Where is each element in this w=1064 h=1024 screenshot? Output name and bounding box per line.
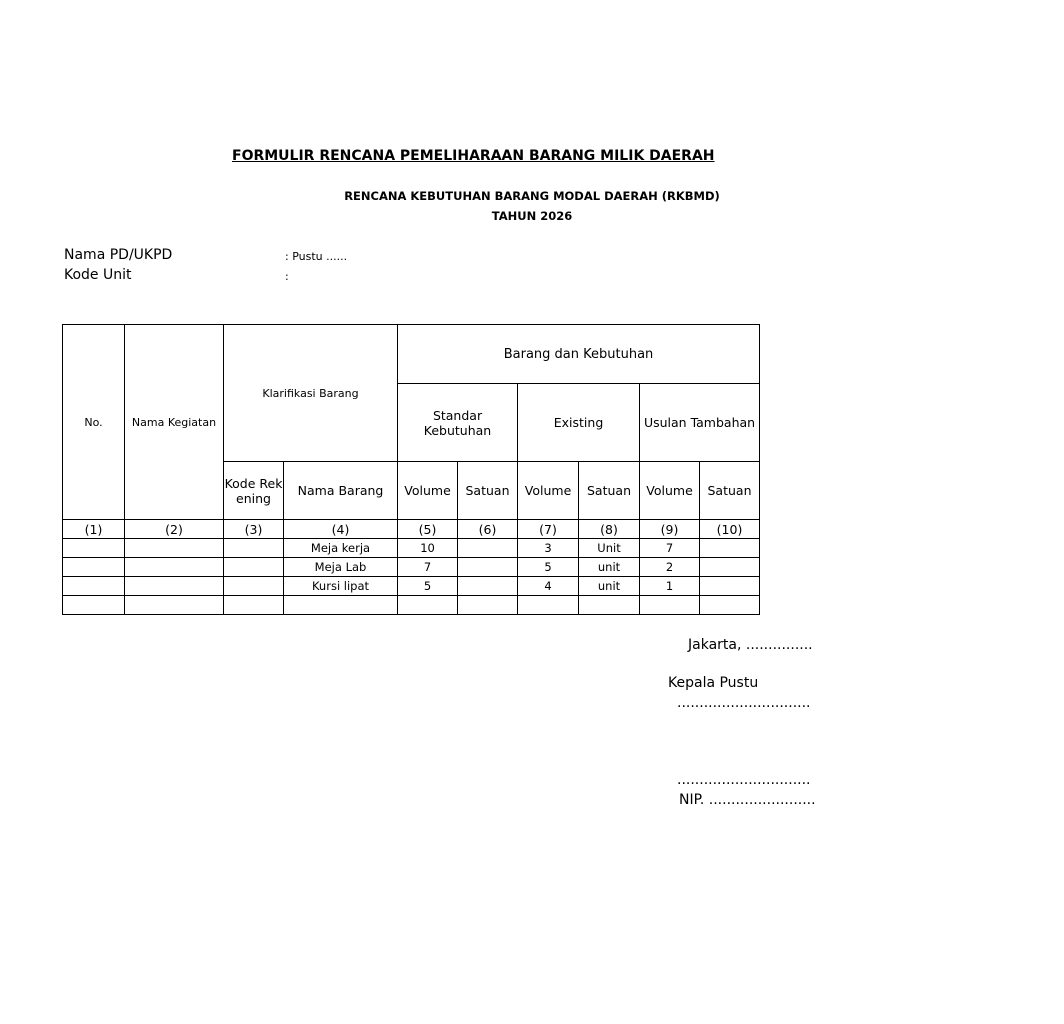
cell-no (63, 577, 125, 596)
cell-nama-barang: Meja Lab (284, 558, 398, 577)
header-us-satuan: Satuan (700, 462, 760, 520)
header-ex-satuan: Satuan (579, 462, 640, 520)
form-year: TAHUN 2026 (491, 209, 573, 223)
header-nama-barang: Nama Barang (284, 462, 398, 520)
column-number: (4) (284, 520, 398, 539)
cell-std-satuan (458, 577, 518, 596)
cell-no (63, 596, 125, 615)
info-label-kode-unit: Kode Unit (64, 267, 132, 283)
cell-nama-barang (284, 596, 398, 615)
column-number: (3) (224, 520, 284, 539)
cell-nama-barang: Meja kerja (284, 539, 398, 558)
cell-us-satuan (700, 558, 760, 577)
cell-std-volume: 5 (398, 577, 458, 596)
cell-ex-volume (518, 596, 579, 615)
signature-place-date: Jakarta, ............... (688, 637, 813, 653)
cell-std-volume: 10 (398, 539, 458, 558)
cell-us-satuan (700, 539, 760, 558)
cell-kegiatan (125, 596, 224, 615)
column-number: (8) (579, 520, 640, 539)
column-number: (2) (125, 520, 224, 539)
cell-us-volume: 2 (640, 558, 700, 577)
header-no: No. (63, 325, 125, 520)
column-number: (6) (458, 520, 518, 539)
signature-nip: NIP. ........................ (679, 792, 816, 808)
cell-ex-volume: 3 (518, 539, 579, 558)
header-klarifikasi-barang: Klarifikasi Barang (224, 325, 398, 462)
column-number: (7) (518, 520, 579, 539)
table-row (63, 558, 1063, 577)
cell-ex-satuan: unit (579, 577, 640, 596)
cell-us-satuan (700, 577, 760, 596)
header-usulan: Usulan Tambahan (640, 384, 760, 462)
cell-std-volume: 7 (398, 558, 458, 577)
table-row (63, 577, 1063, 596)
form-subtitle: RENCANA KEBUTUHAN BARANG MODAL DAERAH (RKBMD) (344, 189, 720, 203)
header-standar-kebutuhan: Standar Kebutuhan (398, 384, 518, 462)
cell-nama-barang: Kursi lipat (284, 577, 398, 596)
cell-no (63, 558, 125, 577)
column-number: (10) (700, 520, 760, 539)
header-std-volume: Volume (398, 462, 458, 520)
column-number: (9) (640, 520, 700, 539)
info-label-nama-pd: Nama PD/UKPD (64, 247, 173, 263)
cell-std-satuan (458, 539, 518, 558)
table-row (63, 539, 1063, 558)
header-existing: Existing (518, 384, 640, 462)
header-barang-dan-kebutuhan: Barang dan Kebutuhan (398, 325, 760, 384)
form-title: FORMULIR RENCANA PEMELIHARAAN BARANG MILIK DAERAH (232, 148, 715, 164)
cell-kegiatan (125, 539, 224, 558)
column-number: (5) (398, 520, 458, 539)
table-row (63, 596, 1063, 615)
header-us-volume: Volume (640, 462, 700, 520)
cell-ex-volume: 4 (518, 577, 579, 596)
cell-std-volume (398, 596, 458, 615)
cell-us-volume: 1 (640, 577, 700, 596)
cell-ex-satuan: Unit (579, 539, 640, 558)
cell-us-satuan (700, 596, 760, 615)
cell-no (63, 539, 125, 558)
cell-us-volume (640, 596, 700, 615)
cell-kode (224, 539, 284, 558)
header-nama-kegiatan: Nama Kegiatan (125, 325, 224, 520)
cell-kode (224, 577, 284, 596)
info-value-kode-unit: : (285, 270, 289, 283)
header-std-satuan: Satuan (458, 462, 518, 520)
cell-kode (224, 596, 284, 615)
header-ex-volume: Volume (518, 462, 579, 520)
cell-kode (224, 558, 284, 577)
rkbmd-table (62, 324, 1063, 615)
cell-std-satuan (458, 596, 518, 615)
info-value-nama-pd: : Pustu ...... (285, 250, 348, 263)
cell-ex-volume: 5 (518, 558, 579, 577)
cell-ex-satuan: unit (579, 558, 640, 577)
cell-kegiatan (125, 577, 224, 596)
signature-position: Kepala Pustu (668, 675, 759, 691)
signature-name-dots: .............................. (677, 772, 811, 788)
header-kode-rekening: Kode Rekening (224, 462, 284, 520)
column-number: (1) (63, 520, 125, 539)
cell-std-satuan (458, 558, 518, 577)
cell-us-volume: 7 (640, 539, 700, 558)
cell-kegiatan (125, 558, 224, 577)
cell-ex-satuan (579, 596, 640, 615)
signature-unit-dots: .............................. (677, 695, 811, 711)
